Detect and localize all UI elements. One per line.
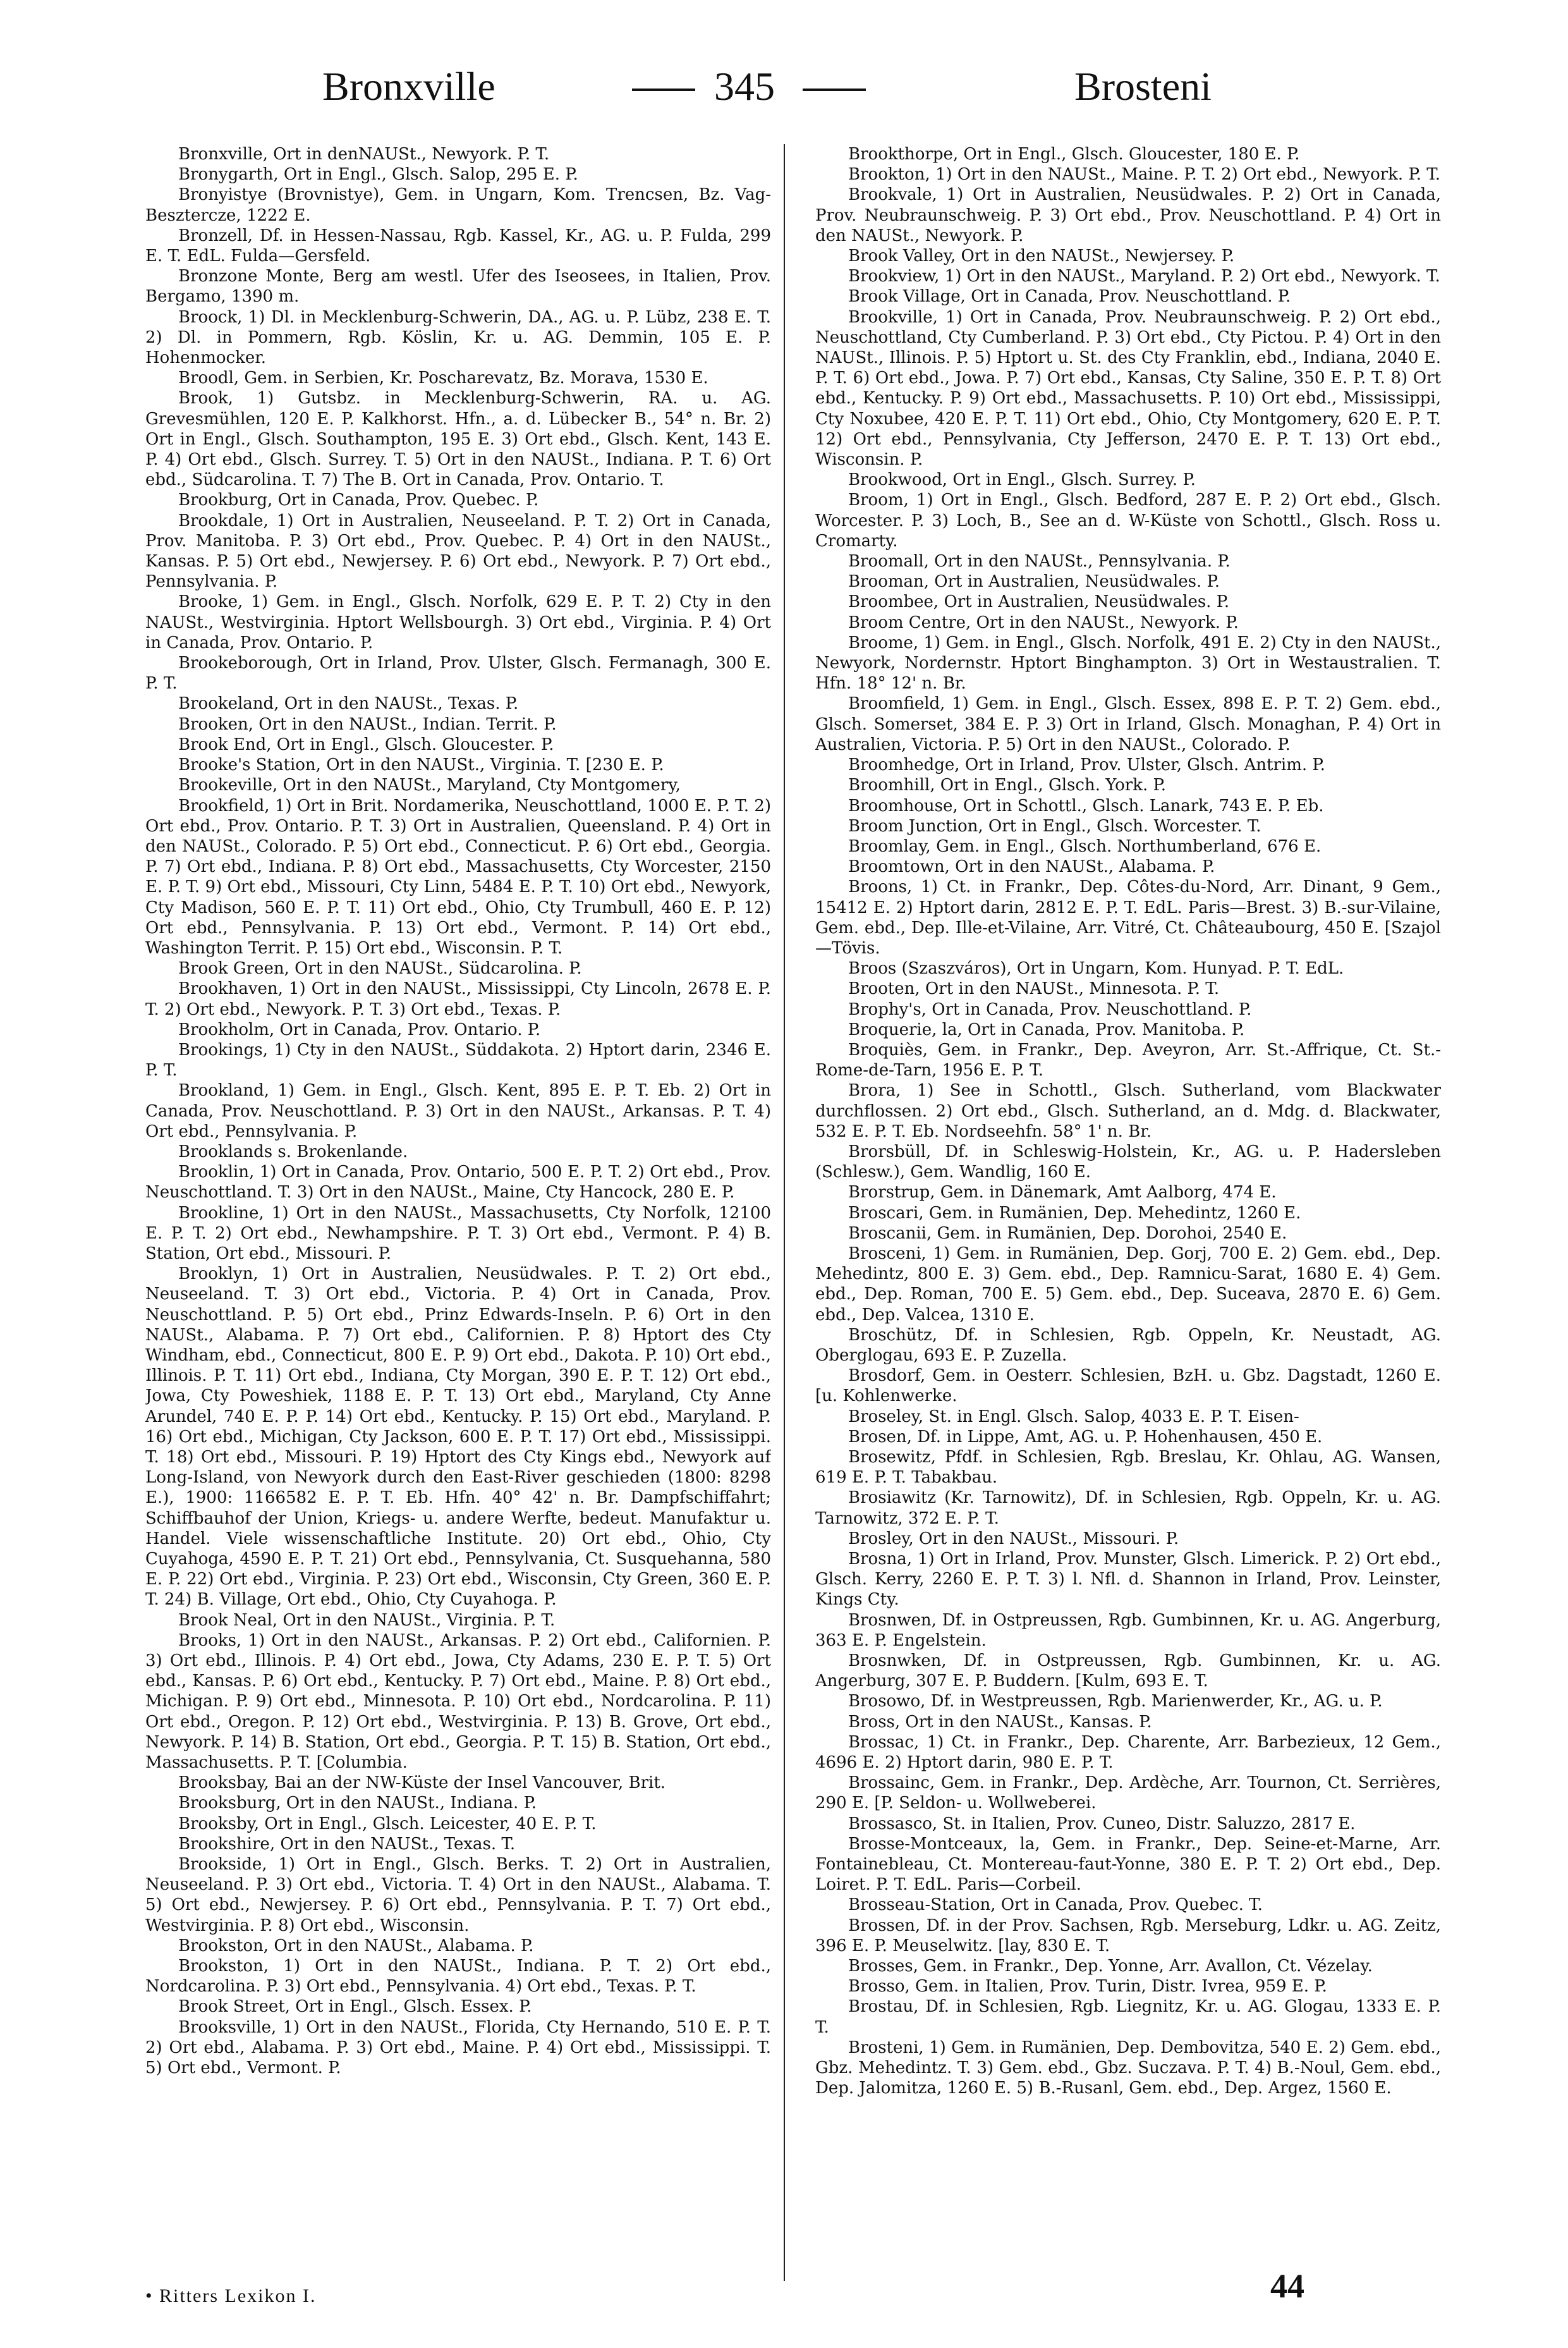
dictionary-entry: Brosley, Ort in den NAUSt., Missouri. P.: [848, 1529, 1179, 1548]
dictionary-entry: Brossainc, Gem. in Frankr., Dep. Ardèche, Arr. Tournon, Ct. Serrières, 290 E. [P. Seldon- u. Wollweberei.: [815, 1773, 1441, 1813]
dictionary-entry: Brookdale, 1) Ort in Australien, Neuseeland. P. T. 2) Ort in Canada, Prov. Manitoba. P. 3) Ort ebd., Prov. Quebec. P. 4) Ort in den NAUSt., Kansas. P. 5) Ort ebd., Newjersey. P. 6) Ort ebd., Newyork. P. 7) Ort ebd., Pennsylvania. P.: [145, 511, 771, 592]
dictionary-entry: Bronyistye (Brovnistye), Gem. in Ungarn, Kom. Trencsen, Bz. Vag-Besztercze, 1222 E.: [145, 185, 771, 225]
footer-sheet-number: 44: [1270, 2267, 1304, 2305]
dictionary-entry: Brorsbüll, Df. in Schleswig-Holstein, Kr., AG. u. P. Hadersleben (Schlesw.), Gem. Wandlig, 160 E.: [815, 1142, 1441, 1182]
dictionary-entry: Brossen, Df. in der Prov. Sachsen, Rgb. Merseburg, Ldkr. u. AG. Zeitz, 396 E. P. Meuselwitz. [lay, 830 E. T.: [815, 1916, 1441, 1955]
dictionary-entry: Brookline, 1) Ort in den NAUSt., Massachusetts, Cty Norfolk, 12100 E. P. T. 2) Ort ebd., Newhampshire. P. T. 3) Ort ebd., Vermont. P. 4) B. Station, Ort ebd., Missouri. P.: [145, 1203, 771, 1263]
dictionary-entry: Broom Centre, Ort in den NAUSt., Newyork. P.: [848, 613, 1239, 632]
dictionary-entry: Brosses, Gem. in Frankr., Dep. Yonne, Arr. Avallon, Ct. Vézelay.: [848, 1957, 1373, 1976]
footer-signature: • Ritters Lexikon I.: [145, 2285, 317, 2306]
dictionary-entry: Brookston, 1) Ort in den NAUSt., Indiana. P. T. 2) Ort ebd., Nordcarolina. P. 3) Ort ebd., Pennsylvania. 4) Ort ebd., Texas. P. T.: [145, 1957, 771, 1996]
dictionary-entry: Brookwood, Ort in Engl., Glsch. Surrey. P.: [848, 470, 1196, 490]
dictionary-entry: Brookton, 1) Ort in den NAUSt., Maine. P. T. 2) Ort ebd., Newyork. P. T.: [848, 165, 1441, 185]
column-divider: [784, 144, 785, 2281]
dictionary-entry: Brossac, 1) Ct. in Frankr., Dep. Charente, Arr. Barbezieux, 12 Gem., 4696 E. 2) Hptort darin, 980 E. P. T.: [815, 1732, 1441, 1773]
dictionary-entry: Brooksby, Ort in Engl., Glsch. Leicester, 40 E. P. T.: [178, 1814, 597, 1833]
dictionary-entry: Broons, 1) Ct. in Frankr., Dep. Côtes-du-Nord, Arr. Dinant, 9 Gem., 15412 E. 2) Hptort darin, 2812 E. P. T. EdL. Paris—Brest. 3) B.-sur-Vilaine, Gem. ebd., Dep. Ille-et-Vilaine, Arr. Vitré, Ct. Châteaubourg, 450 E. [Szajol—Tövis.: [815, 877, 1441, 958]
dictionary-entry: Brorstrup, Gem. in Dänemark, Amt Aalborg, 474 E.: [848, 1183, 1277, 1202]
dictionary-entry: Brosnwken, Df. in Ostpreussen, Rgb. Gumbinnen, Kr. u. AG. Angerburg, 307 E. P. Buddern. [Kulm, 693 E. T.: [815, 1651, 1441, 1691]
dictionary-entry: Brooks, 1) Ort in den NAUSt., Arkansas. P. 2) Ort ebd., Californien. P. 3) Ort ebd., Illinois. P. 4) Ort ebd., Jowa, Cty Adams, 230 E. P. T. 5) Ort ebd., Kansas. P. 6) Ort ebd., Kentucky. P. 7) Ort ebd., Maine. P. 8) Ort ebd., Michigan. P. 9) Ort ebd., Minnesota. P. 10) Ort ebd., Nordcarolina. P. 11) Ort ebd., Oregon. P. 12) Ort ebd., Westvirginia. P. 13) B. Grove, Ort ebd., Newyork. P. 14) B. Station, Ort ebd., Georgia. P. T. 15) B. Station, Ort ebd., Massachusetts. P. T. [Columbia.: [145, 1630, 771, 1773]
dictionary-entry: Brooksville, 1) Ort in den NAUSt., Florida, Cty Hernando, 510 E. P. T. 2) Ort ebd., Alabama. P. 3) Ort ebd., Maine. P. 4) Ort ebd., Mississippi. T. 5) Ort ebd., Vermont. P.: [145, 2017, 771, 2078]
dictionary-entry: Brook End, Ort in Engl., Glsch. Gloucester. P.: [178, 735, 554, 754]
dictionary-entry: Bross, Ort in den NAUSt., Kansas. P.: [848, 1712, 1152, 1732]
dictionary-entry: Brookview, 1) Ort in den NAUSt., Maryland. P. 2) Ort ebd., Newyork. T.: [848, 267, 1440, 286]
dictionary-entry: Bronzell, Df. in Hessen-Nassau, Rgb. Kassel, Kr., AG. u. P. Fulda, 299 E. T. EdL. Fulda—Gersfeld.: [145, 226, 771, 266]
dictionary-entry: Broseley, St. in Engl. Glsch. Salop, 4033 E. P. T. Eisen-: [848, 1407, 1299, 1426]
dictionary-entry: Broschütz, Df. in Schlesien, Rgb. Oppeln, Kr. Neustadt, AG. Oberglogau, 693 E. P. Zuzella.: [815, 1325, 1441, 1365]
dictionary-entry: Brook Valley, Ort in den NAUSt., Newjersey. P.: [848, 247, 1235, 266]
dictionary-entry: Brooklands s. Brokenlande.: [178, 1142, 408, 1161]
dictionary-entry: Brooklyn, 1) Ort in Australien, Neusüdwales. P. T. 2) Ort ebd., Neuseeland. T. 3) Ort ebd., Victoria. P. 4) Ort in Canada, Prov. Neuschottland. P. 5) Ort ebd., Prinz Edwards-Inseln. P. 6) Ort in den NAUSt., Alabama. P. 7) Ort ebd., Californien. P. 8) Hptort des Cty Windham, ebd., Connecticut, 800 E. P. 9) Ort ebd., Dakota. P. 10) Ort ebd., Illinois. P. T. 11) Ort ebd., Indiana, Cty Morgan, 390 E. P. T. 12) Ort ebd., Jowa, Cty Poweshiek, 1188 E. P. T. 13) Ort ebd., Maryland, Cty Anne Arundel, 740 E. P. P. 14) Ort ebd., Kentucky. P. 15) Ort ebd., Maryland. P. 16) Ort ebd., Michigan, Cty Jackson, 600 E. P. T. 17) Ort ebd., Mississippi. T. 18) Ort ebd., Missouri. P. 19) Hptort des Cty Kings ebd., Newyork auf Long-Island, von Newyork durch den East-River geschieden (1800: 8298 E.), 1900: 1166582 E. P. T. Eb. Hfn. 40° 42' n. Br. Dampfschiffahrt; Schiffbauhof der Union, Kriegs- u. andere Werfte, bedeut. Manufaktur u. Handel. Viele wissenschaftliche Institute. 20) Ort ebd., Ohio, Cty Cuyahoga, 4590 E. P. T. 21) Ort ebd., Pennsylvania, Ct. Susquehanna, 580 E. P. 22) Ort ebd., Virginia. P. 23) Ort ebd., Wisconsin, Cty Green, 360 E. P. T. 24) B. Village, Ort ebd., Ohio, Cty Cuyahoga. P.: [145, 1264, 771, 1610]
dictionary-entry: Brosowo, Df. in Westpreussen, Rgb. Marienwerder, Kr., AG. u. P.: [848, 1692, 1383, 1711]
dictionary-entry: Brosen, Df. in Lippe, Amt, AG. u. P. Hohenhausen, 450 E.: [848, 1427, 1323, 1446]
dictionary-entry: Brookshire, Ort in den NAUSt., Texas. T.: [178, 1834, 516, 1854]
dictionary-entry: Brookholm, Ort in Canada, Prov. Ontario. P.: [178, 1020, 541, 1039]
dictionary-entry: Brosewitz, Pfdf. in Schlesien, Rgb. Breslau, Kr. Ohlau, AG. Wansen, 619 E. P. T. Tabakbau.: [815, 1448, 1441, 1488]
dictionary-entry: Brookston, Ort in den NAUSt., Alabama. P.: [178, 1936, 534, 1955]
dictionary-entry: Brooklin, 1) Ort in Canada, Prov. Ontario, 500 E. P. T. 2) Ort ebd., Prov. Neuschottland. T. 3) Ort in den NAUSt., Maine, Cty Hancock, 280 E. P.: [145, 1163, 771, 1202]
dictionary-entry: Brora, 1) See in Schottl., Glsch. Sutherland, vom Blackwater durchflossen. 2) Ort ebd., Glsch. Sutherland, an d. Mdg. d. Blackwater, 532 E. P. T. Eb. Nordseehfn. 58° 1' n. Br.: [815, 1081, 1441, 1141]
dictionary-entry: Broomhill, Ort in Engl., Glsch. York. P.: [848, 776, 1167, 795]
dictionary-entry: Broomall, Ort in den NAUSt., Pennsylvania. P.: [848, 552, 1231, 572]
header-dash-left: [632, 89, 695, 91]
header-last-word: Brosteni: [1074, 64, 1212, 109]
dictionary-entry: Brooke's Station, Ort in den NAUSt., Virginia. T. [230 E. P.: [178, 755, 664, 775]
dictionary-entry: Brooken, Ort in den NAUSt., Indian. Territ. P.: [178, 714, 557, 734]
dictionary-entry: Brosseau-Station, Ort in Canada, Prov. Quebec. T.: [848, 1895, 1263, 1915]
dictionary-entry: Brookland, 1) Gem. in Engl., Glsch. Kent, 895 E. P. T. Eb. 2) Ort in Canada, Prov. Neuschottland. P. 3) Ort in den NAUSt., Arkansas. P. T. 4) Ort ebd., Pennsylvania. P.: [145, 1081, 771, 1141]
dictionary-entry: Brookings, 1) Cty in den NAUSt., Süddakota. 2) Hptort darin, 2346 E. P. T.: [145, 1040, 771, 1080]
left-column: [145, 144, 771, 2249]
page-number: 345: [714, 64, 775, 109]
dictionary-entry: Brookburg, Ort in Canada, Prov. Quebec. P.: [178, 491, 539, 510]
dictionary-entry: Brosceni, 1) Gem. in Rumänien, Dep. Gorj, 700 E. 2) Gem. ebd., Dep. Mehedintz, 800 E. 3) Gem. ebd., Dep. Ramnicu-Sarat, 1680 E. 4) Gem. ebd., Dep. Roman, 700 E. 5) Gem. ebd., Dep. Suceava, 2870 E. 6) Gem. ebd., Dep. Valcea, 1310 E.: [815, 1244, 1441, 1324]
dictionary-entry: Brookfield, 1) Ort in Brit. Nordamerika, Neuschottland, 1000 E. P. T. 2) Ort ebd., Prov. Ontario. P. T. 3) Ort in Australien, Queensland. P. 4) Ort in den NAUSt., Colorado. P. 5) Ort ebd., Connecticut. P. 6) Ort ebd., Georgia. P. 7) Ort ebd., Indiana. P. 8) Ort ebd., Massachusetts, Cty Worcester, 2150 E. P. T. 9) Ort ebd., Missouri, Cty Linn, 5484 E. P. T. 10) Ort ebd., Newyork, Cty Madison, 560 E. P. T. 11) Ort ebd., Ohio, Cty Trumbull, 460 E. P. 12) Ort ebd., Pennsylvania. P. 13) Ort ebd., Vermont. P. 14) Ort ebd., Washington Territ. P. 15) Ort ebd., Wisconsin. P. T.: [145, 796, 771, 958]
dictionary-entry: Brookthorpe, Ort in Engl., Glsch. Gloucester, 180 E. P.: [848, 145, 1300, 164]
dictionary-entry: Brosdorf, Gem. in Oesterr. Schlesien, BzH. u. Gbz. Dagstadt, 1260 E. [u. Kohlenwerke.: [815, 1366, 1441, 1406]
dictionary-entry: Bronzone Monte, Berg am westl. Ufer des Iseosees, in Italien, Prov. Bergamo, 1390 m.: [145, 267, 771, 307]
dictionary-entry: Brosnwen, Df. in Ostpreussen, Rgb. Gumbinnen, Kr. u. AG. Angerburg, 363 E. P. Engelstein.: [815, 1610, 1441, 1650]
dictionary-entry: Brookeborough, Ort in Irland, Prov. Ulster, Glsch. Fermanagh, 300 E. P. T.: [145, 654, 771, 694]
dictionary-entry: Broomtown, Ort in den NAUSt., Alabama. P.: [848, 857, 1215, 877]
dictionary-entry: Broome, 1) Gem. in Engl., Glsch. Norfolk, 491 E. 2) Cty in den NAUSt., Newyork, Nordernstr. Hptort Binghampton. 3) Ort in Westaustralien. T. Hfn. 18° 12' n. Br.: [815, 633, 1441, 694]
dictionary-entry: Brooten, Ort in den NAUSt., Minnesota. P. T.: [848, 979, 1220, 999]
dictionary-entry: Brookeville, Ort in den NAUSt., Maryland, Cty Montgomery,: [178, 776, 681, 795]
dictionary-entry: Bronxville, Ort in denNAUSt., Newyork. P. T.: [178, 145, 550, 164]
dictionary-entry: Broomfield, 1) Gem. in Engl., Glsch. Essex, 898 E. P. T. 2) Gem. ebd., Glsch. Somerset, 384 E. P. 3) Ort in Irland, Glsch. Monaghan, P. 4) Ort in Australien, Victoria. P. 5) Ort in den NAUSt., Colorado. P.: [815, 694, 1441, 754]
dictionary-entry: Broquiès, Gem. in Frankr., Dep. Aveyron, Arr. St.-Affrique, Ct. St.-Rome-de-Tarn, 1956 E. P. T.: [815, 1040, 1441, 1080]
dictionary-entry: Brook Street, Ort in Engl., Glsch. Essex. P.: [178, 1997, 532, 2017]
dictionary-entry: Broscari, Gem. in Rumänien, Dep. Mehedintz, 1260 E.: [848, 1203, 1301, 1223]
dictionary-entry: Brook Green, Ort in den NAUSt., Südcarolina. P.: [178, 959, 582, 979]
dictionary-entry: Brookeland, Ort in den NAUSt., Texas. P.: [178, 694, 519, 714]
dictionary-entry: Bronygarth, Ort in Engl., Glsch. Salop, 295 E. P.: [178, 165, 578, 185]
dictionary-entry: Broom, 1) Ort in Engl., Glsch. Bedford, 287 E. P. 2) Ort ebd., Glsch. Worcester. P. 3) Loch, B., See an d. W-Küste von Schottl., Glsch. Ross u. Cromarty.: [815, 491, 1441, 551]
dictionary-entry: Brosteni, 1) Gem. in Rumänien, Dep. Dembovitza, 540 E. 2) Gem. ebd., Gbz. Mehedintz. T. 3) Gem. ebd., Gbz. Suczava. P. T. 4) B.-Noul, Gem. ebd., Dep. Jalomitza, 1260 E. 5) B.-Rusanl, Gem. ebd., Dep. Argez, 1560 E.: [815, 2038, 1441, 2098]
header-dash-right: [803, 89, 866, 91]
dictionary-entry: Broos (Szaszváros), Ort in Ungarn, Kom. Hunyad. P. T. EdL.: [848, 959, 1344, 979]
dictionary-entry: Broock, 1) Dl. in Mecklenburg-Schwerin, DA., AG. u. P. Lübz, 238 E. T. 2) Dl. in Pommern, Rgb. Köslin, Kr. u. AG. Demmin, 105 E. P. Hohenmocker.: [145, 307, 771, 368]
dictionary-entry: Broscanii, Gem. in Rumänien, Dep. Dorohoi, 2540 E.: [848, 1223, 1287, 1243]
dictionary-entry: Brookville, 1) Ort in Canada, Prov. Neubraunschweig. P. 2) Ort ebd., Neuschottland, Cty Cumberland. P. 3) Ort ebd., Cty Pictou. P. 4) Ort in den NAUSt., Illinois. P. 5) Hptort u. St. des Cty Franklin, ebd., Indiana, 2040 E. P. T. 6) Ort ebd., Jowa. P. 7) Ort ebd., Kansas, Cty Saline, 350 E. P. T. 8) Ort ebd., Kentucky. P. 9) Ort ebd., Massachusetts. P. 10) Ort ebd., Mississippi, Cty Noxubee, 420 E. P. T. 11) Ort ebd., Ohio, Cty Montgomery, 620 E. P. T. 12) Ort ebd., Pennsylvania, Cty Jefferson, 2470 E. P. T. 13) Ort ebd., Wisconsin. P.: [815, 307, 1441, 470]
dictionary-entry: Brooksbay, Bai an der NW-Küste der Insel Vancouver, Brit.: [178, 1773, 666, 1793]
dictionary-entry: Brooksburg, Ort in den NAUSt., Indiana. P.: [178, 1794, 537, 1813]
dictionary-entry: Brophy's, Ort in Canada, Prov. Neuschottland. P.: [848, 1000, 1252, 1019]
dictionary-entry: Broomhedge, Ort in Irland, Prov. Ulster, Glsch. Antrim. P.: [848, 755, 1325, 775]
dictionary-entry: Broombee, Ort in Australien, Neusüdwales. P.: [848, 592, 1230, 612]
header-first-word: Bronxville: [322, 64, 495, 109]
dictionary-entry: Brookvale, 1) Ort in Australien, Neusüdwales. P. 2) Ort in Canada, Prov. Neubraunschweig. P. 3) Ort ebd., Prov. Neuschottland. P. 4) Ort in den NAUSt., Newyork. P.: [815, 185, 1441, 245]
dictionary-entry: Brook, 1) Gutsbz. in Mecklenburg-Schwerin, RA. u. AG. Grevesmühlen, 120 E. P. Kalkhorst. Hfn., a. d. Lübecker B., 54° n. Br. 2) Ort in Engl., Glsch. Southampton, 195 E. 3) Ort ebd., Glsch. Kent, 143 E. P. 4) Ort ebd., Glsch. Surrey. T. 5) Ort in den NAUSt., Indiana. P. T. 6) Ort ebd., Südcarolina. T. 7) The B. Ort in Canada, Prov. Ontario. T.: [145, 389, 771, 490]
dictionary-entry: Broomlay, Gem. in Engl., Glsch. Northumberland, 676 E.: [848, 836, 1322, 856]
dictionary-entry: Brooke, 1) Gem. in Engl., Glsch. Norfolk, 629 E. P. T. 2) Cty in den NAUSt., Westvirginia. Hptort Wellsbourgh. 3) Ort ebd., Virginia. P. 4) Ort in Canada, Prov. Ontario. P.: [145, 592, 771, 652]
dictionary-entry: Brooman, Ort in Australien, Neusüdwales. P.: [848, 572, 1220, 592]
dictionary-entry: Broom Junction, Ort in Engl., Glsch. Worcester. T.: [848, 816, 1261, 836]
dictionary-entry: Brostau, Df. in Schlesien, Rgb. Liegnitz, Kr. u. AG. Glogau, 1333 E. P. T.: [815, 1997, 1441, 2037]
dictionary-entry: Brook Neal, Ort in den NAUSt., Virginia. P. T.: [178, 1610, 556, 1630]
dictionary-entry: Broodl, Gem. in Serbien, Kr. Poscharevatz, Bz. Morava, 1530 E.: [178, 369, 708, 388]
dictionary-entry: Brossasco, St. in Italien, Prov. Cuneo, Distr. Saluzzo, 2817 E.: [848, 1814, 1356, 1833]
dictionary-entry: Broquerie, la, Ort in Canada, Prov. Manitoba. P.: [848, 1020, 1245, 1039]
dictionary-entry: Brookhaven, 1) Ort in den NAUSt., Mississippi, Cty Lincoln, 2678 E. P. T. 2) Ort ebd., Newyork. P. T. 3) Ort ebd., Texas. P.: [145, 979, 771, 1019]
dictionary-entry: Brosso, Gem. in Italien, Prov. Turin, Distr. Ivrea, 959 E. P.: [848, 1977, 1327, 1996]
dictionary-entry: Brosse-Montceaux, la, Gem. in Frankr., Dep. Seine-et-Marne, Arr. Fontainebleau, Ct. Montereau-faut-Yonne, 380 E. P. T. 2) Ort ebd., Dep. Loiret. P. T. EdL. Paris—Corbeil.: [815, 1834, 1441, 1895]
page-header: [145, 25, 1492, 114]
dictionary-entry: Broomhouse, Ort in Schottl., Glsch. Lanark, 743 E. P. Eb.: [848, 796, 1324, 816]
dictionary-entry: Brosiawitz (Kr. Tarnowitz), Df. in Schlesien, Rgb. Oppeln, Kr. u. AG. Tarnowitz, 372 E. P. T.: [815, 1488, 1441, 1528]
dictionary-entry: Brook Village, Ort in Canada, Prov. Neuschottland. P.: [848, 287, 1291, 307]
right-column: [815, 144, 1441, 2249]
dictionary-entry: Brookside, 1) Ort in Engl., Glsch. Berks. T. 2) Ort in Australien, Neuseeland. P. 3) Ort ebd., Victoria. T. 4) Ort in den NAUSt., Alabama. T. 5) Ort ebd., Newjersey. P. 6) Ort ebd., Pennsylvania. P. T. 7) Ort ebd., Westvirginia. P. 8) Ort ebd., Wisconsin.: [145, 1855, 771, 1935]
dictionary-entry: Brosna, 1) Ort in Irland, Prov. Munster, Glsch. Limerick. P. 2) Ort ebd., Glsch. Kerry, 2260 E. P. T. 3) l. Nfl. d. Shannon in Irland, Prov. Leinster, Kings Cty.: [815, 1550, 1441, 1610]
